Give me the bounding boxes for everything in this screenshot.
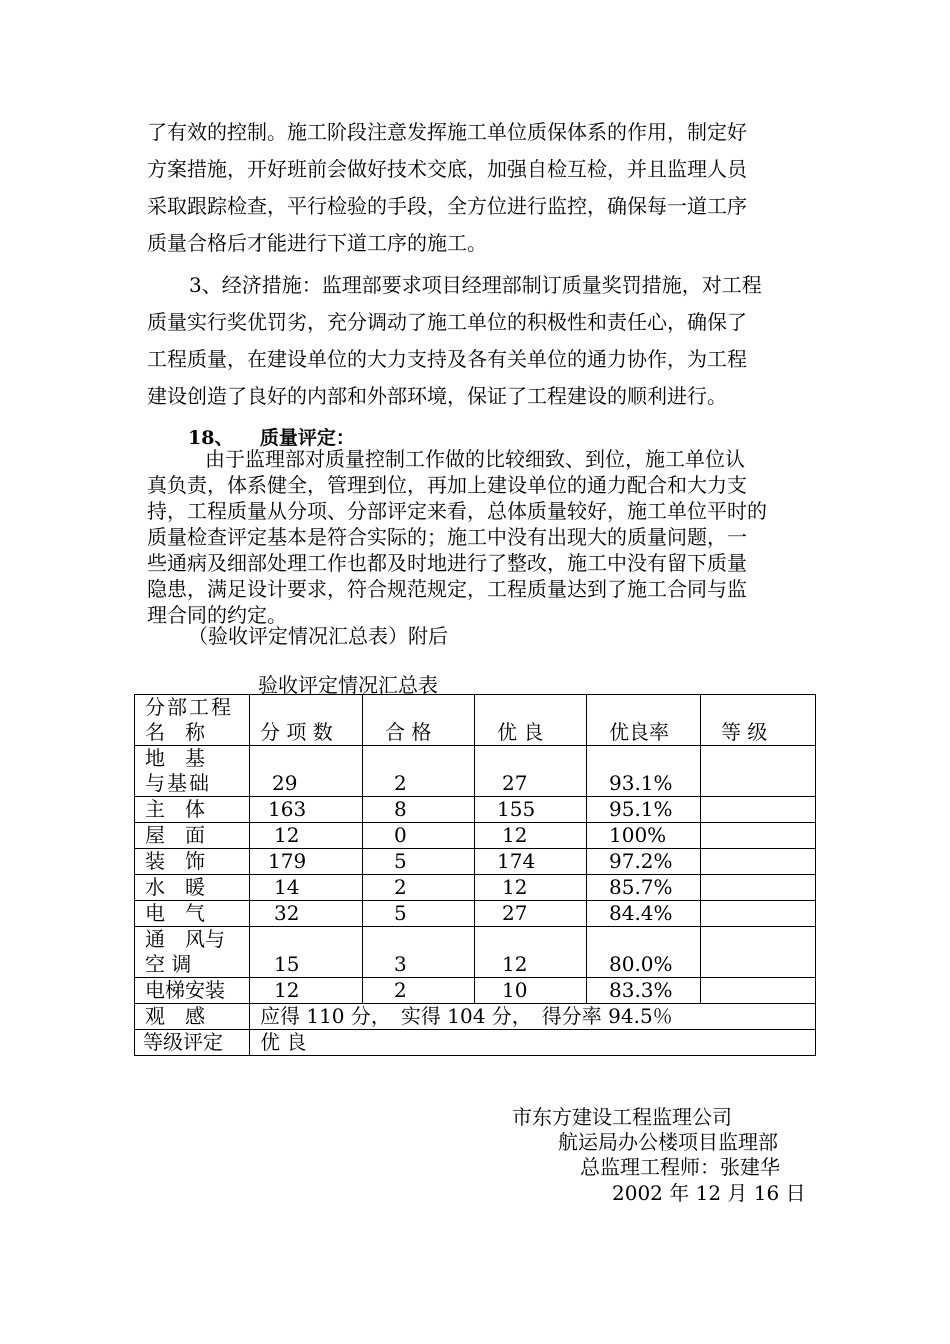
grade-cell (701, 901, 816, 927)
good-cell: 174 (475, 849, 587, 875)
table-row (135, 797, 816, 823)
grade-cell (701, 978, 816, 1004)
table-row (135, 901, 816, 927)
division-name-cell: 装 饰 (135, 849, 250, 875)
item-count-cell: 14 (250, 875, 363, 901)
division-name-line1: 地 基 (145, 746, 205, 770)
item-count-cell: 163 (250, 797, 363, 823)
good-cell: 12 (475, 875, 587, 901)
item-count-cell: 32 (250, 901, 363, 927)
section-title: 质量评定： (259, 427, 355, 449)
rate-cell: 85.7% (587, 875, 701, 901)
appearance-value-cell: 应得 110 分， 实得 104 分， 得分率 94.5％ (250, 1004, 816, 1030)
header-division-line2: 名 称 (145, 720, 205, 744)
header-cell: 优 良 (475, 695, 587, 746)
table-row-appearance (135, 1004, 816, 1030)
text-line: 质量实行奖优罚劣，充分调动了施工单位的积极性和责任心，确保了 (147, 310, 747, 334)
pass-cell: 3 (363, 927, 475, 978)
text-line: 采取跟踪检查，平行检验的手段，全方位进行监控，确保每一道工序 (147, 194, 747, 218)
rate-cell: 84.4% (587, 901, 701, 927)
division-name-line1: 通 风与 (145, 927, 225, 951)
item-count-cell: 15 (250, 927, 363, 978)
paragraph-quality-control (147, 114, 807, 262)
pass-cell: 2 (363, 978, 475, 1004)
grade-cell (701, 927, 816, 978)
good-cell: 12 (475, 927, 587, 978)
pass-cell: 2 (363, 746, 475, 797)
appearance-label-cell: 观 感 (135, 1004, 250, 1030)
header-cell: 等 级 (701, 695, 816, 746)
text-line: 理合同的约定。 (147, 603, 287, 627)
table-row (135, 978, 816, 1004)
table-row (135, 927, 816, 978)
table-row-grade (135, 1030, 816, 1056)
section-number: 18、 (188, 427, 234, 449)
table-row (135, 849, 816, 875)
division-name-cell: 电梯安装 (135, 978, 250, 1004)
rate-cell: 100% (587, 823, 701, 849)
grade-value-cell: 优 良 (250, 1030, 816, 1056)
grade-cell (701, 797, 816, 823)
text-line: 了有效的控制。施工阶段注意发挥施工单位质保体系的作用，制定好 (147, 120, 747, 144)
text-line: 质量合格后才能进行下道工序的施工。 (147, 231, 487, 255)
grade-cell (701, 746, 816, 797)
grade-cell (701, 849, 816, 875)
text-line: 由于监理部对质量控制工作做的比较细致、到位，施工单位认 (205, 447, 745, 471)
rate-cell: 95.1% (587, 797, 701, 823)
rate-cell: 80.0% (587, 927, 701, 978)
header-cell: 优良率 (587, 695, 701, 746)
pass-cell: 5 (363, 901, 475, 927)
header-cell (135, 695, 250, 746)
item-count-cell: 12 (250, 823, 363, 849)
item-count-cell: 29 (250, 746, 363, 797)
text-line: 建设创造了良好的内部和外部环境，保证了工程建设的顺利进行。 (147, 384, 727, 408)
text-line: 些通病及细部处理工作也都及时地进行了整改，施工中没有留下质量 (147, 551, 747, 575)
division-name-cell: 电 气 (135, 901, 250, 927)
header-division-line1: 分部工程 (145, 695, 233, 719)
good-cell: 155 (475, 797, 587, 823)
good-cell: 10 (475, 978, 587, 1004)
header-cell: 合 格 (363, 695, 475, 746)
paragraph-quality-assessment (147, 446, 807, 628)
header-cell: 分 项 数 (250, 695, 363, 746)
grade-cell (701, 875, 816, 901)
signature-date: 2002 年 12 月 16 日 (612, 1181, 806, 1205)
division-name-cell: 水 暖 (135, 875, 250, 901)
division-name-cell (135, 927, 250, 978)
division-name-cell (135, 746, 250, 797)
text-line: 持，工程质量从分项、分部评定来看，总体质量较好，施工单位平时的 (147, 499, 767, 523)
division-name-cell: 屋 面 (135, 823, 250, 849)
appendix-note: （验收评定情况汇总表）附后 (188, 624, 448, 648)
table-row (135, 823, 816, 849)
pass-cell: 0 (363, 823, 475, 849)
rate-cell: 83.3% (587, 978, 701, 1004)
acceptance-summary-table (134, 694, 816, 1056)
table-caption: 验收评定情况汇总表 (258, 673, 438, 697)
signature-engineer: 总监理工程师：张建华 (580, 1155, 780, 1179)
table-row (135, 875, 816, 901)
good-cell: 27 (475, 746, 587, 797)
division-name-cell: 主 体 (135, 797, 250, 823)
item-count-cell: 179 (250, 849, 363, 875)
division-name-line2: 空 调 (145, 952, 192, 976)
good-cell: 12 (475, 823, 587, 849)
pass-cell: 8 (363, 797, 475, 823)
text-line: 真负责，体系健全，管理到位，再加上建设单位的通力配合和大力支 (147, 473, 747, 497)
text-line: 3、经济措施：监理部要求项目经理部制订质量奖罚措施，对工程 (189, 273, 762, 297)
signature-department: 航运局办公楼项目监理部 (558, 1130, 778, 1154)
text-line: 工程质量，在建设单位的大力支持及各有关单位的通力协作，为工程 (147, 347, 747, 371)
signature-company: 市东方建设工程监理公司 (512, 1105, 732, 1129)
text-line: 方案措施，开好班前会做好技术交底，加强自检互检，并且监理人员 (147, 157, 747, 181)
text-line: 质量检查评定基本是符合实际的；施工中没有出现大的质量问题，一 (147, 525, 747, 549)
text-line: 隐患，满足设计要求，符合规范规定，工程质量达到了施工合同与监 (147, 577, 747, 601)
table-row (135, 746, 816, 797)
rate-cell: 97.2% (587, 849, 701, 875)
pass-cell: 2 (363, 875, 475, 901)
pass-cell: 5 (363, 849, 475, 875)
grade-label-cell: 等级评定 (135, 1030, 250, 1056)
item-count-cell: 12 (250, 978, 363, 1004)
division-name-line2: 与基础 (145, 771, 211, 795)
good-cell: 27 (475, 901, 587, 927)
rate-cell: 93.1% (587, 746, 701, 797)
grade-cell (701, 823, 816, 849)
paragraph-economic-measures (147, 267, 807, 415)
table-header-row (135, 695, 816, 746)
